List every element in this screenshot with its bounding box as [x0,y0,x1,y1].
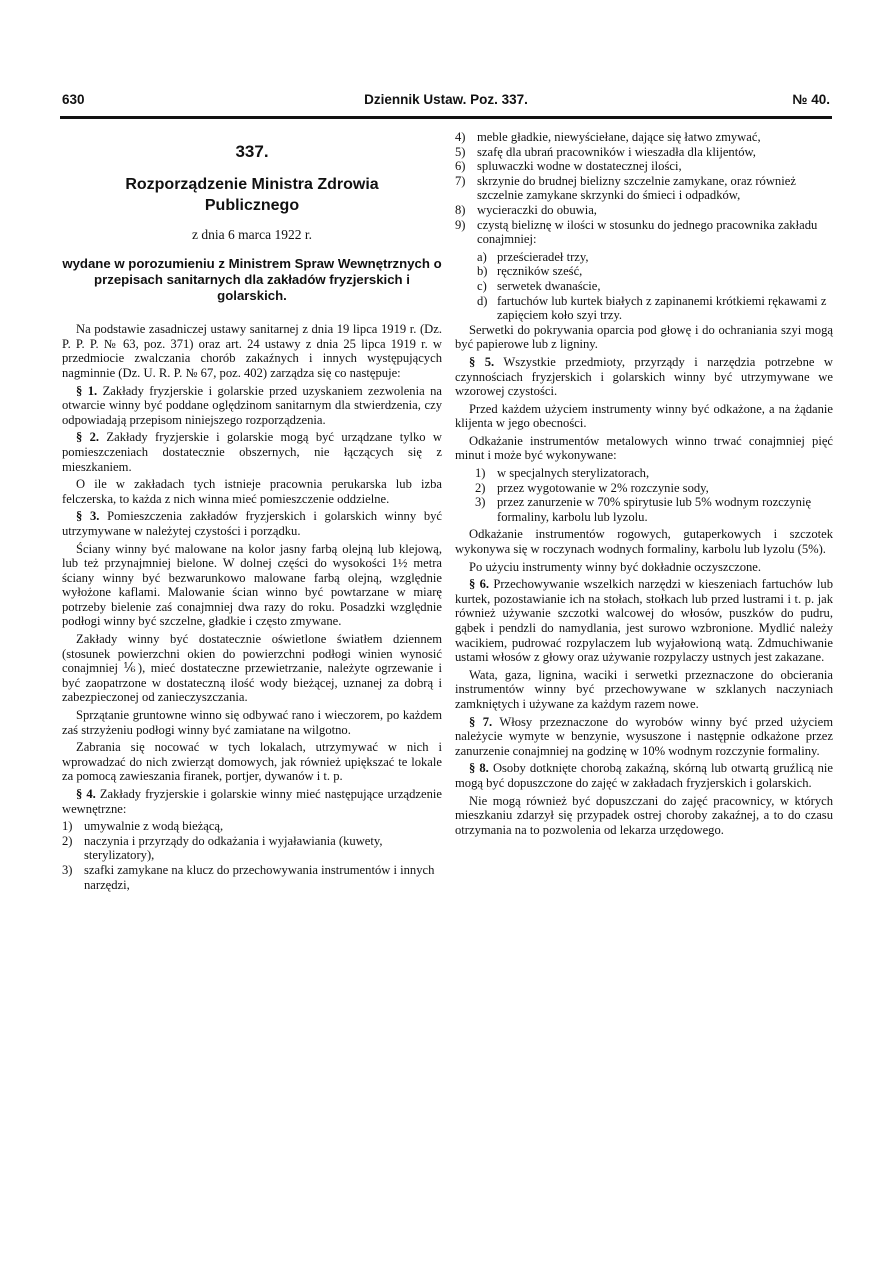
section-6 [455,577,833,665]
section-4 [62,787,442,816]
journal-title: Dziennik Ustaw. Poz. 337. [364,92,528,107]
list-item: 3) szafki zamykane na klucz do przechowywania instrumentów i innych narzędzi, [62,862,435,892]
section-1 [62,384,442,428]
regulation-date: z dnia 6 marca 1922 r. [192,226,312,242]
section-label: § 8. [469,761,489,776]
section-paragraph: Odkażanie instrumentów rogowych, gutaperkowych i szczotek wykonywa się w roczynach wodnych formaliny, karbolu lub lyzolu (5%). [455,527,833,557]
equipment-list [62,819,442,892]
page-header [62,92,830,114]
section-text: Włosy przeznaczone do wyrobów winny być przed użyciem należycie wymyte w benzynie, wysuszone i następnie odkażone przez zanurzenie conajmniej na godzinę w 10% wodnym rozczynie formaliny. [455,714,834,758]
section-text: Osoby dotknięte chorobą zakaźną, skórną lub otwartą gruźlicą nie mogą być dopuszczone do zajęć w zakładach fryzjerskich i golarskich. [455,761,834,790]
section-label: § 1. [76,383,98,398]
right-column [455,130,833,840]
section-text: Zakłady fryzjerskie i golarskie przed uzyskaniem zezwolenia na otwarcie winny być poddane oględzinom sanitarnym dla stwierdzenia, czy odpowiadają przepisom niniejszego rozporządzenia. [62,383,443,427]
list-item: a) prześcieradeł trzy, [477,249,589,264]
page-number: 630 [62,92,85,107]
header-rule [60,116,832,119]
list-item: 1) umywalnie z wodą bieżącą, [62,819,224,834]
section-paragraph: Nie mogą również być dopuszczani do zajęć pracownicy, w których mieszkaniu zdarzył się przypadek ostrej choroby zakaźnej, a to do czasu otrzymania na to pozwolenia od lekarza urzędowego. [455,793,833,837]
section-paragraph: Zakłady winny być dostatecznie oświetlone światłem dziennem (stosunek powierzchni okien do powierzchni podłogi winien wynosić conajmniej ⅙), mieć dostateczne przewietrzanie, należyte ogrzewanie i być zaopatrzone w dostateczną ilość wody bieżącej, uznanej za dobrą i zabezpieczonej od zanieczyszczania. [62,632,442,705]
list-item: b) ręczników sześć, [477,264,583,279]
section-paragraph: Przed każdem użyciem instrumenty winny być odkażone, a na żądanie klijenta w jego obecności. [455,401,833,431]
list-item: 6) spluwaczki wodne w dostatecznej ilości, [455,159,682,174]
linen-sublist [455,250,833,323]
list-item: 2) przez wygotowanie w 2% rozczynie sody, [475,480,709,495]
list-item: 7) skrzynie do brudnej bielizny szczelnie zamykane, oraz również szczelnie zamykane skrzynki do śmieci i odpadków, [455,173,796,203]
list-item: 4) meble gładkie, niewyściełane, dające się łatwo zmywać, [455,130,761,144]
section-text: Wszystkie przedmioty, przyrządy i narzędzia potrzebne w czynnościach fryzjerskich i golarskich winny być utrzymywane we wzorowej czystości. [455,354,834,399]
section-paragraph: O ile w zakładach tych istnieje pracownia perukarska lub izba felczerska, to każda z nich winna mieć pomieszczenie oddzielne. [62,477,442,506]
section-2 [62,430,442,474]
section-label: § 6. [469,577,490,592]
list-item: 5) szafę dla ubrań pracowników i wieszadła dla klijentów, [455,144,756,159]
section-label: § 5. [469,354,495,369]
section-label: § 2. [76,430,100,445]
section-paragraph: Zabrania się nocować w tych lokalach, utrzymywać w nich i wprowadzać do nich zwierząt domowych, jak również upiększać te lokale za pomocą zawieszania firanek, portjer, dywanów i t. p. [62,740,442,784]
section-8 [455,761,833,790]
section-label: § 3. [76,509,100,524]
regulation-title: Rozporządzenie Ministra Zdrowia Publicznego [125,175,379,214]
section-text: Pomieszczenia zakładów fryzjerskich i golarskich winny być utrzymywane w należytej czystości i porządku. [62,509,443,538]
section-paragraph: Wata, gaza, lignina, waciki i serwetki przeznaczone do obcierania instrumentów winny być przechowywane w szklanych naczyniach zamkniętych i używane za każdym razem nowe. [455,667,833,711]
section-paragraph: Ściany winny być malowane na kolor jasny farbą olejną lub klejową, lub też przynajmniej bielone. W dolnej części do wysokości 1½ metra ściany winny być bezwarunkowo malowane farbą olejną, względnie wyłożone kaflami. Malowanie ścian winno być powtarzane w miarę potrzeby bielenie zaś conajmniej dwa razy do roku. Posadzki względnie podłogi winny być szczelne, gładkie i często zmywane. [62,541,442,629]
list-item: 1) w specjalnych sterylizatorach, [475,466,650,481]
equipment-list-continued [455,130,833,247]
section-text: Zakłady fryzjerskie i golarskie mogą być urządzane tylko w pomieszczeniach dostatecznie obszernych, nie łączących się z mieszkaniem. [62,430,443,474]
list-item: 2) naczynia i przyrządy do odkażania i wyjaławiania (kuwety, sterylizatory), [62,833,383,863]
section-paragraph: Sprzątanie gruntowne winno się odbywać rano i wieczorem, po każdem zaś strzyżeniu podłogi winny być zamiatane na wilgotno. [62,708,442,737]
section-label: § 7. [469,714,493,729]
list-item: 8) wycieraczki do obuwia, [455,202,597,217]
section-text: Zakłady fryzjerskie i golarskie winny mieć następujące urządzenie wewnętrzne: [62,787,442,816]
list-item: c) serwetek dwanaście, [477,278,601,293]
list-item: 9) czystą bieliznę w ilości w stosunku do jednego pracownika zakładu conajmniej: [455,217,818,247]
section-3 [62,509,442,538]
section-paragraph: Serwetki do pokrywania oparcia pod głowę i do ochraniania szyi mogą być papierowe lub z ligniny. [455,322,833,352]
issued-note: wydane w porozumieniu z Ministrem Spraw Wewnętrznych o przepisach sanitarnych dla zakładów fryzjerskich i golarskich. [62,256,442,304]
list-item: d) fartuchów lub kurtek białych z zapinanemi krótkiemi rękawami z zapięciem koło szyi trzy. [477,293,827,323]
section-7 [455,715,833,759]
section-paragraph: Odkażanie instrumentów metalowych winno trwać conajmniej pięć minut i może być wykonywane: [455,433,833,463]
issue-number: № 40. [792,92,830,107]
position-number: 337. [235,142,269,161]
left-column [62,125,442,895]
section-paragraph: Po użyciu instrumenty winny być dokładnie oczyszczone. [469,559,762,574]
section-label: § 4. [76,787,96,801]
section-5 [455,355,833,399]
disinfection-methods [475,466,833,524]
section-text: Przechowywanie wszelkich narzędzi w kieszeniach fartuchów lub kurtek, pozostawianie ich na stołach, stołkach lub przed lustrami i t. p. jak również używanie szczotki walcowej do włosów, puszków do pudru, gąbek i pendzli do namydlania, jest surowo wzbronione. Mydlić należy wacikiem, pudrować rozpylaczem lub wyjałowioną watą. Zdmuchiwanie ustami włosów z głowy oraz używanie rozpylaczy ustnych jest zakazane. [455,577,833,665]
list-item: 3) przez zanurzenie w 70% spirytusie lub 5% wodnym rozczynię formaliny, karbolu lub lyzolu. [475,495,812,524]
preamble: Na podstawie zasadniczej ustawy sanitarnej z dnia 19 lipca 1919 r. (Dz. P. P. P. № 63, poz. 371) oraz art. 24 ustawy z dnia 25 lipca 1919 r. w przedmiocie zwalczania chorób zakaźnych i innych występujących nagminnie (Dz. U. R. P. № 67, poz. 402) zarządza się co następuje: [62,322,442,380]
